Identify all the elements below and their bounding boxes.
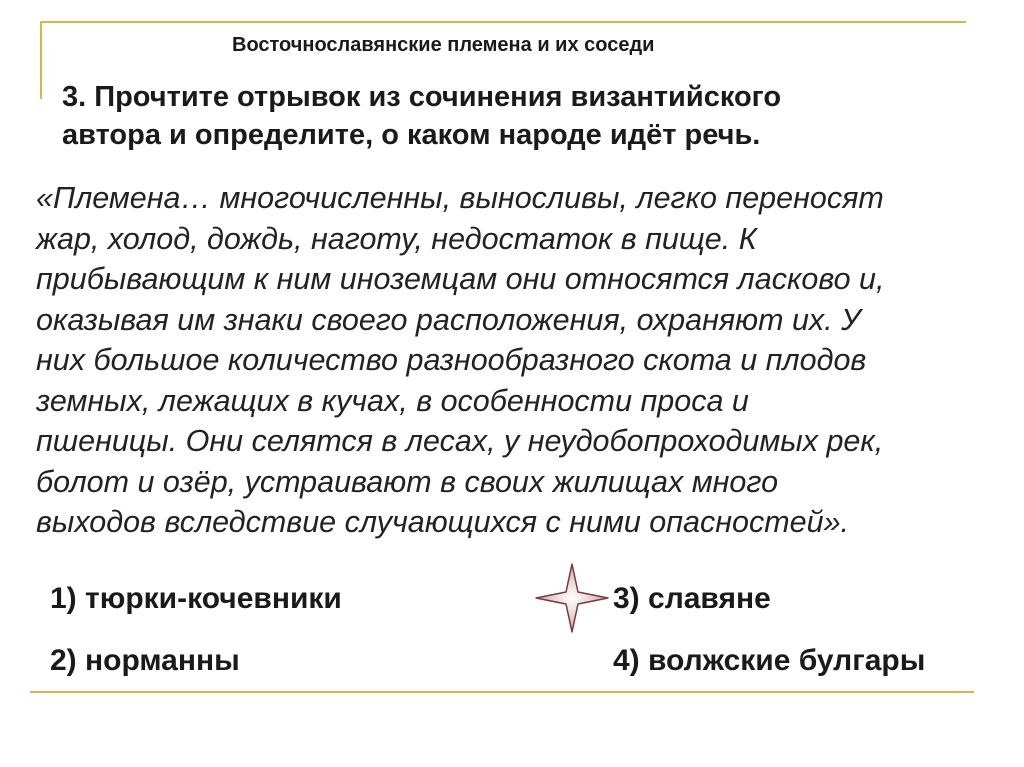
quote-line: болот и озёр, устраивают в своих жилищах много	[36, 464, 779, 499]
answer-option-3[interactable]: 3) славяне	[613, 582, 771, 615]
slide-header-title: Восточнославянские племена и их соседи	[232, 34, 655, 56]
top-border-line	[40, 21, 966, 23]
question-line-2: автора и определите, о каком народе идёт речь.	[62, 119, 761, 151]
question-text	[62, 78, 962, 154]
answer-option-4[interactable]: 4) волжские булгары	[613, 644, 926, 677]
question-line-1: 3. Прочтите отрывок из сочинения византийского	[62, 81, 782, 113]
quote-line: прибывающим к ним иноземцам они относятся ласково и,	[36, 262, 885, 296]
quote-line: них большое количество разнообразного скота и плодов	[36, 343, 867, 377]
quote-line: земных, лежащих в кучах, в особенности проса и	[36, 383, 749, 418]
answer-option-2[interactable]: 2) норманны	[50, 644, 240, 677]
bottom-border-line	[30, 691, 974, 693]
four-point-star-icon	[534, 562, 610, 634]
quote-line: жар, холод, дождь, наготу, недостаток в пище. К	[36, 221, 757, 256]
quote-line: «Племена… многочисленны, выносливы, легко переносят	[36, 181, 884, 215]
answer-option-1[interactable]: 1) тюрки-кочевники	[50, 582, 342, 615]
left-border-line	[40, 21, 42, 99]
quote-line: оказывая им знаки своего расположения, охраняют их. У	[36, 302, 861, 337]
quote-line: выходов вследствие случающихся с ними опасностей».	[36, 505, 850, 539]
quote-line: пшеницы. Они селятся в лесах, у неудобопроходимых рек,	[36, 424, 884, 458]
quote-passage	[36, 178, 996, 543]
